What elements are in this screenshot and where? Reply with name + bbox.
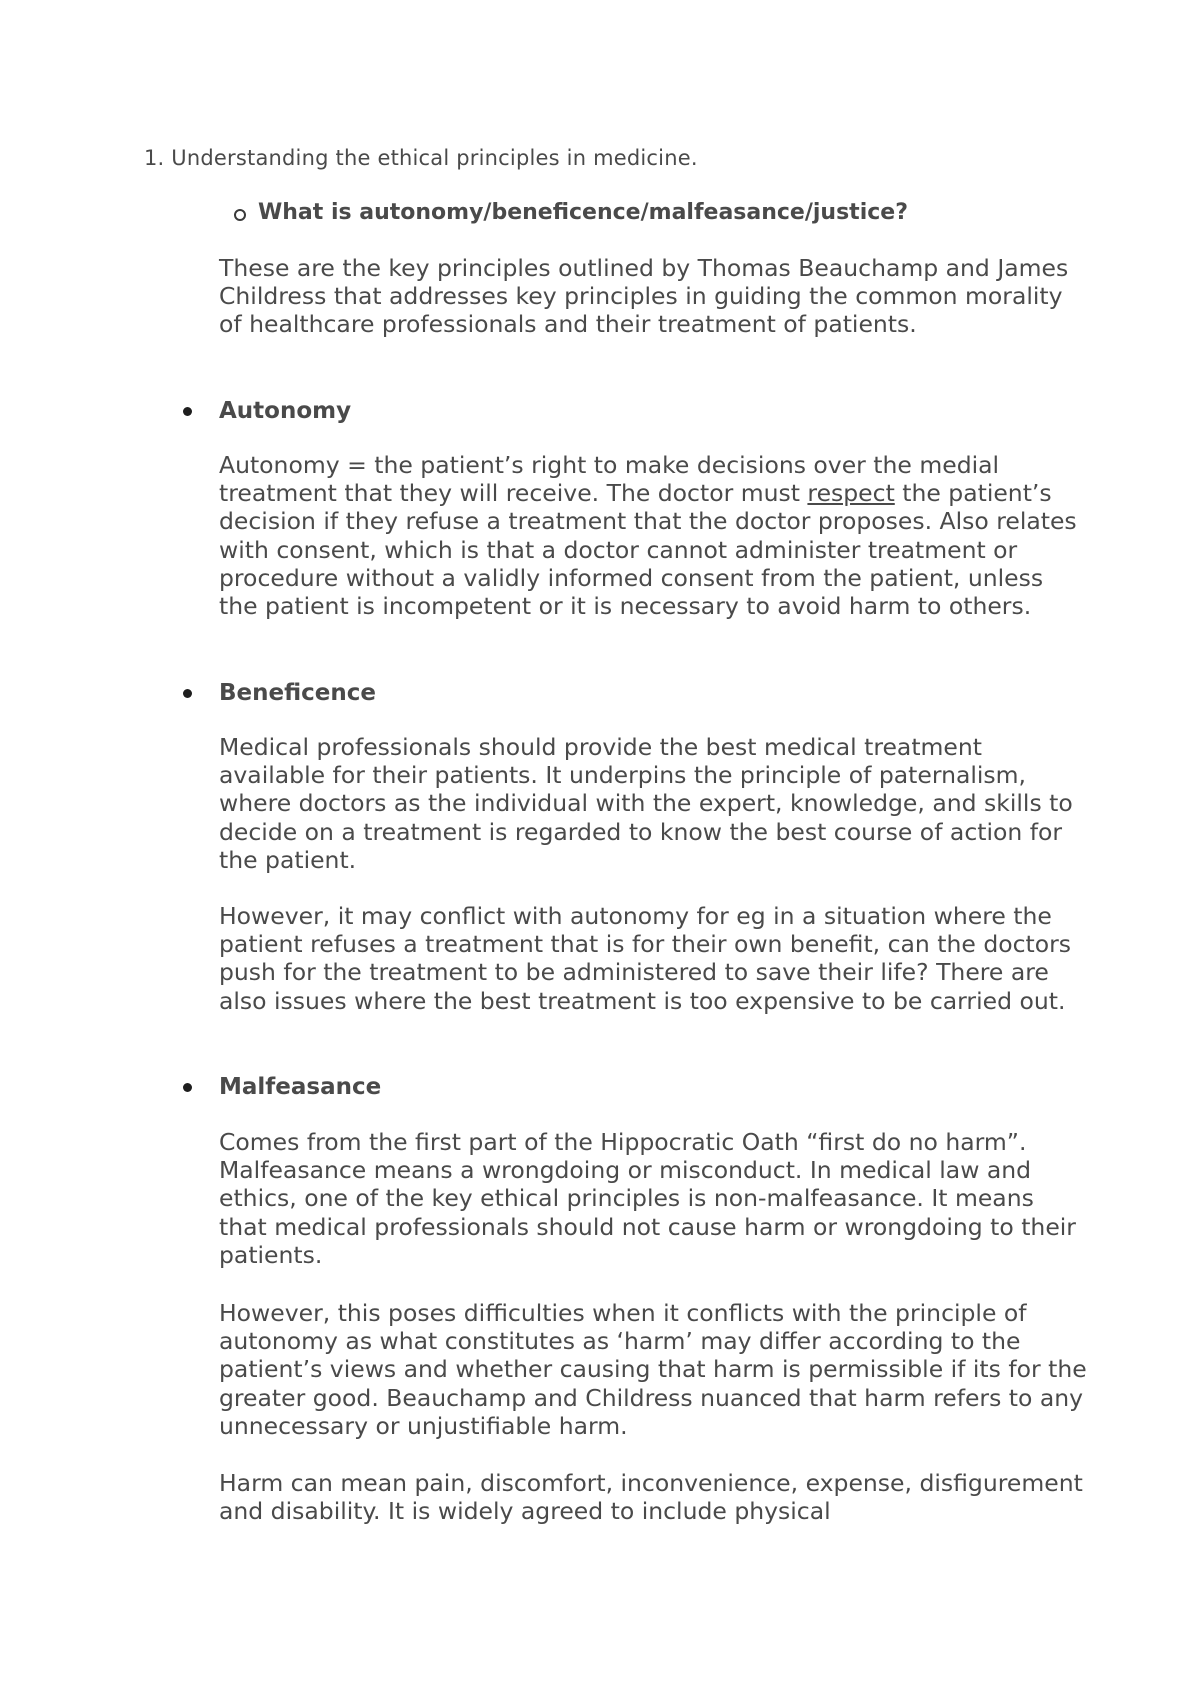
autonomy-text xyxy=(219,451,1089,620)
question-heading-text: What is autonomy/beneficence/malfeasance/justice? xyxy=(258,200,908,225)
autonomy-heading xyxy=(219,397,351,425)
bullet-dot-icon xyxy=(183,689,192,698)
beneficence-paragraph-1 xyxy=(219,733,1089,874)
beneficence-text-1: Medical professionals should provide the best medical treatment available for their patients. It underpins the principle of paternalism, where doctors as the individual with the expert, knowledge, and skills to decide on a treatment is regarded to know the best course of action for the patient. xyxy=(219,733,1073,874)
malfeasance-paragraph-1 xyxy=(219,1128,1089,1269)
intro-text: These are the key principles outlined by Thomas Beauchamp and James Childress that addresses key principles in guiding the common morality of healthcare professionals and their treatment of patients. xyxy=(219,254,1069,339)
autonomy-heading-text: Autonomy xyxy=(219,398,352,424)
beneficence-heading-text: Beneficence xyxy=(219,680,376,706)
beneficence-paragraph-2 xyxy=(219,902,1089,1015)
beneficence-heading xyxy=(219,679,376,707)
bullet-dot-icon xyxy=(183,407,192,416)
hollow-circle-bullet-icon xyxy=(234,209,246,221)
malfeasance-paragraph-3 xyxy=(219,1469,1089,1525)
malfeasance-text-2: However, this poses difficulties when it conflicts with the principle of autonomy as what constitutes as ‘harm’ may differ according to the patient’s views and whether causing that harm is permissible if its for the greater good. Beauchamp and Childress nuanced that harm refers to any unnecessary or unjustifiable harm. xyxy=(219,1299,1087,1440)
autonomy-text-part2: the patient’s decision if they refuse a treatment that the doctor proposes. Also relates with consent, which is that a doctor cannot administer treatment or procedure without a validly informed consent from the patient, unless the patient is incompetent or it is necessary to avoid harm to others. xyxy=(219,479,1077,621)
bullet-dot-icon xyxy=(183,1083,192,1092)
malfeasance-text-1: Comes from the first part of the Hippocratic Oath “first do no harm”. Malfeasance means a wrongdoing or misconduct. In medical law and ethics, one of the key ethical principles is non-malfeasance. It means that medical professionals should not cause harm or wrongdoing to their patients. xyxy=(219,1128,1076,1269)
malfeasance-heading-text: Malfeasance xyxy=(219,1074,382,1100)
numbered-item-1: 1. Understanding the ethical principles in medicine. xyxy=(144,146,698,170)
autonomy-paragraph xyxy=(219,451,1089,620)
question-heading xyxy=(258,199,908,227)
autonomy-text-part1: Autonomy = the patient’s right to make decisions over the medial treatment that they will receive. The doctor must xyxy=(219,451,1000,508)
malfeasance-text-3: Harm can mean pain, discomfort, inconvenience, expense, disfigurement and disability. It is widely agreed to include physical xyxy=(219,1469,1083,1526)
beneficence-text-2: However, it may conflict with autonomy for eg in a situation where the patient refuses a treatment that is for their own benefit, can the doctors push for the treatment to be administered to save their life? There are also issues where the best treatment is too expensive to be carried out. xyxy=(219,902,1072,1015)
autonomy-underlined-word: respect xyxy=(807,479,895,508)
malfeasance-heading xyxy=(219,1073,381,1101)
intro-paragraph xyxy=(219,254,1089,339)
malfeasance-paragraph-2 xyxy=(219,1299,1089,1440)
